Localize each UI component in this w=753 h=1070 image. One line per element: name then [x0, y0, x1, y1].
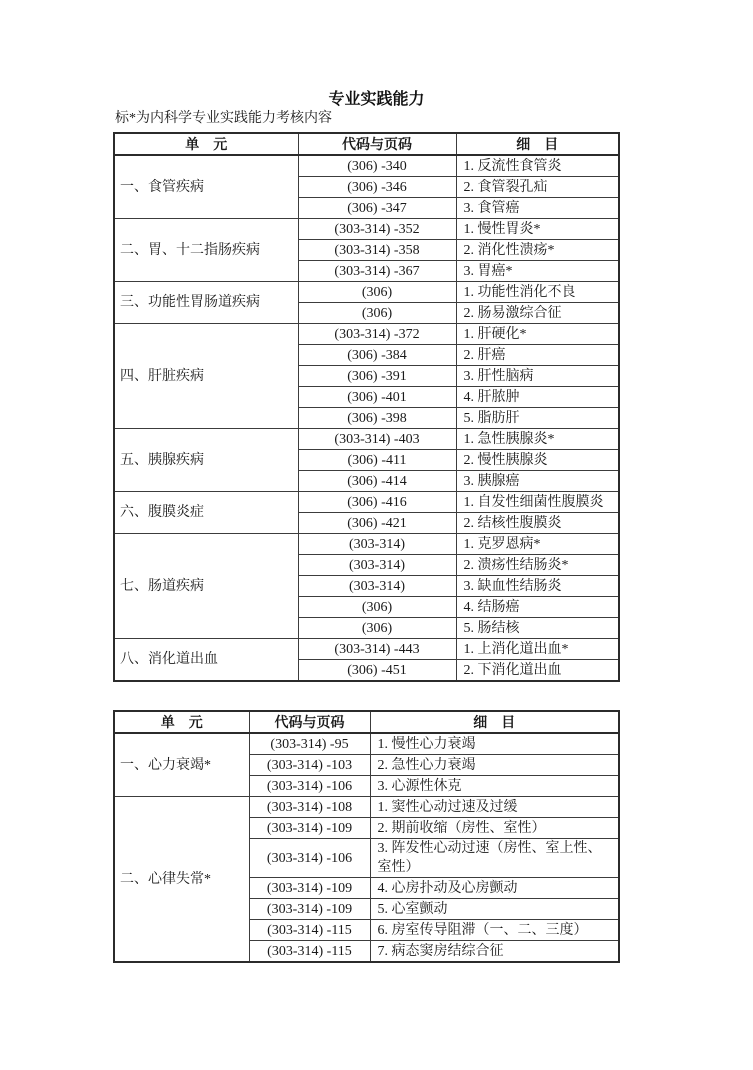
code-cell: (303-314) -372 [298, 324, 456, 345]
detail-cell: 1. 急性胰腺炎* [456, 429, 619, 450]
unit-cell: 八、消化道出血 [114, 639, 298, 682]
unit-cell: 六、腹膜炎症 [114, 492, 298, 534]
table-row [114, 155, 619, 177]
detail-cell: 1. 慢性胃炎* [456, 219, 619, 240]
detail-cell: 3. 缺血性结肠炎 [456, 576, 619, 597]
code-cell: (303-314) -108 [249, 797, 370, 818]
code-cell: (306) [298, 282, 456, 303]
detail-cell: 3. 肝性脑病 [456, 366, 619, 387]
table-row [114, 639, 619, 660]
detail-cell: 2. 下消化道出血 [456, 660, 619, 682]
col-header-code: 代码与页码 [249, 711, 370, 733]
col-header-detail: 细 目 [456, 133, 619, 155]
detail-cell: 2. 肠易激综合征 [456, 303, 619, 324]
table-row [114, 797, 619, 818]
code-cell: (306) [298, 618, 456, 639]
code-cell: (306) -411 [298, 450, 456, 471]
detail-cell: 5. 肠结核 [456, 618, 619, 639]
detail-cell: 3. 阵发性心动过速（房性、室上性、室性） [370, 839, 619, 878]
code-cell: (303-314) -109 [249, 818, 370, 839]
detail-cell: 2. 溃疡性结肠炎* [456, 555, 619, 576]
code-cell: (306) -451 [298, 660, 456, 682]
code-cell: (306) [298, 597, 456, 618]
detail-cell: 2. 食管裂孔疝 [456, 177, 619, 198]
code-cell: (303-314) -95 [249, 733, 370, 755]
code-cell: (303-314) [298, 576, 456, 597]
code-cell: (306) -384 [298, 345, 456, 366]
col-header-unit: 单 元 [114, 711, 249, 733]
detail-cell: 1. 克罗恩病* [456, 534, 619, 555]
code-cell: (306) -421 [298, 513, 456, 534]
code-cell: (303-314) -115 [249, 920, 370, 941]
code-cell: (303-314) -106 [249, 776, 370, 797]
col-header-code: 代码与页码 [298, 133, 456, 155]
code-cell: (306) -347 [298, 198, 456, 219]
table-body [114, 733, 619, 962]
unit-cell: 三、功能性胃肠道疾病 [114, 282, 298, 324]
code-cell: (303-314) -443 [298, 639, 456, 660]
code-cell: (306) [298, 303, 456, 324]
code-cell: (306) -416 [298, 492, 456, 513]
code-cell: (303-314) -106 [249, 839, 370, 878]
detail-cell: 7. 病态窦房结综合征 [370, 941, 619, 963]
page-title: 专业实践能力 [328, 91, 425, 108]
table-row [114, 492, 619, 513]
code-cell: (303-314) -103 [249, 755, 370, 776]
unit-cell: 一、心力衰竭* [114, 733, 249, 797]
unit-cell: 七、肠道疾病 [114, 534, 298, 639]
detail-cell: 5. 脂肪肝 [456, 408, 619, 429]
digestive-diseases-table [113, 132, 620, 682]
code-cell: (303-314) -109 [249, 899, 370, 920]
code-cell: (303-314) -358 [298, 240, 456, 261]
unit-cell: 四、肝脏疾病 [114, 324, 298, 429]
code-cell: (306) -340 [298, 155, 456, 177]
detail-cell: 3. 心源性休克 [370, 776, 619, 797]
code-cell: (303-314) [298, 534, 456, 555]
detail-cell: 2. 慢性胰腺炎 [456, 450, 619, 471]
detail-cell: 1. 上消化道出血* [456, 639, 619, 660]
detail-cell: 1. 功能性消化不良 [456, 282, 619, 303]
detail-cell: 1. 窦性心动过速及过缓 [370, 797, 619, 818]
code-cell: (303-314) -109 [249, 878, 370, 899]
unit-cell: 二、胃、十二指肠疾病 [114, 219, 298, 282]
detail-cell: 4. 肝脓肿 [456, 387, 619, 408]
col-header-unit: 单 元 [114, 133, 298, 155]
table-header-row [114, 133, 619, 155]
detail-cell: 3. 胃癌* [456, 261, 619, 282]
detail-cell: 3. 食管癌 [456, 198, 619, 219]
detail-cell: 2. 期前收缩（房性、室性） [370, 818, 619, 839]
detail-cell: 5. 心室颤动 [370, 899, 619, 920]
code-cell: (303-314) -367 [298, 261, 456, 282]
detail-cell: 4. 结肠癌 [456, 597, 619, 618]
code-cell: (306) -391 [298, 366, 456, 387]
code-cell: (306) -401 [298, 387, 456, 408]
table-body [114, 155, 619, 681]
unit-cell: 五、胰腺疾病 [114, 429, 298, 492]
code-cell: (306) -398 [298, 408, 456, 429]
code-cell: (303-314) -352 [298, 219, 456, 240]
col-header-detail: 细 目 [370, 711, 619, 733]
detail-cell: 2. 肝癌 [456, 345, 619, 366]
detail-cell: 2. 结核性腹膜炎 [456, 513, 619, 534]
detail-cell: 4. 心房扑动及心房颤动 [370, 878, 619, 899]
detail-cell: 2. 急性心力衰竭 [370, 755, 619, 776]
cardiac-diseases-table [113, 710, 620, 963]
detail-cell: 3. 胰腺癌 [456, 471, 619, 492]
unit-cell: 二、心律失常* [114, 797, 249, 963]
detail-cell: 1. 自发性细菌性腹膜炎 [456, 492, 619, 513]
table-row [114, 324, 619, 345]
detail-cell: 6. 房室传导阻滞（一、二、三度） [370, 920, 619, 941]
table-row [114, 733, 619, 755]
detail-cell: 1. 反流性食管炎 [456, 155, 619, 177]
detail-cell: 2. 消化性溃疡* [456, 240, 619, 261]
table-row [114, 219, 619, 240]
code-cell: (303-314) -115 [249, 941, 370, 963]
unit-cell: 一、食管疾病 [114, 155, 298, 219]
table-row [114, 534, 619, 555]
note-line: 标*为内科学专业实践能力考核内容 [115, 111, 332, 126]
table-header-row [114, 711, 619, 733]
code-cell: (303-314) [298, 555, 456, 576]
detail-cell: 1. 慢性心力衰竭 [370, 733, 619, 755]
code-cell: (303-314) -403 [298, 429, 456, 450]
code-cell: (306) -414 [298, 471, 456, 492]
table-row [114, 282, 619, 303]
detail-cell: 1. 肝硬化* [456, 324, 619, 345]
code-cell: (306) -346 [298, 177, 456, 198]
table-row [114, 429, 619, 450]
